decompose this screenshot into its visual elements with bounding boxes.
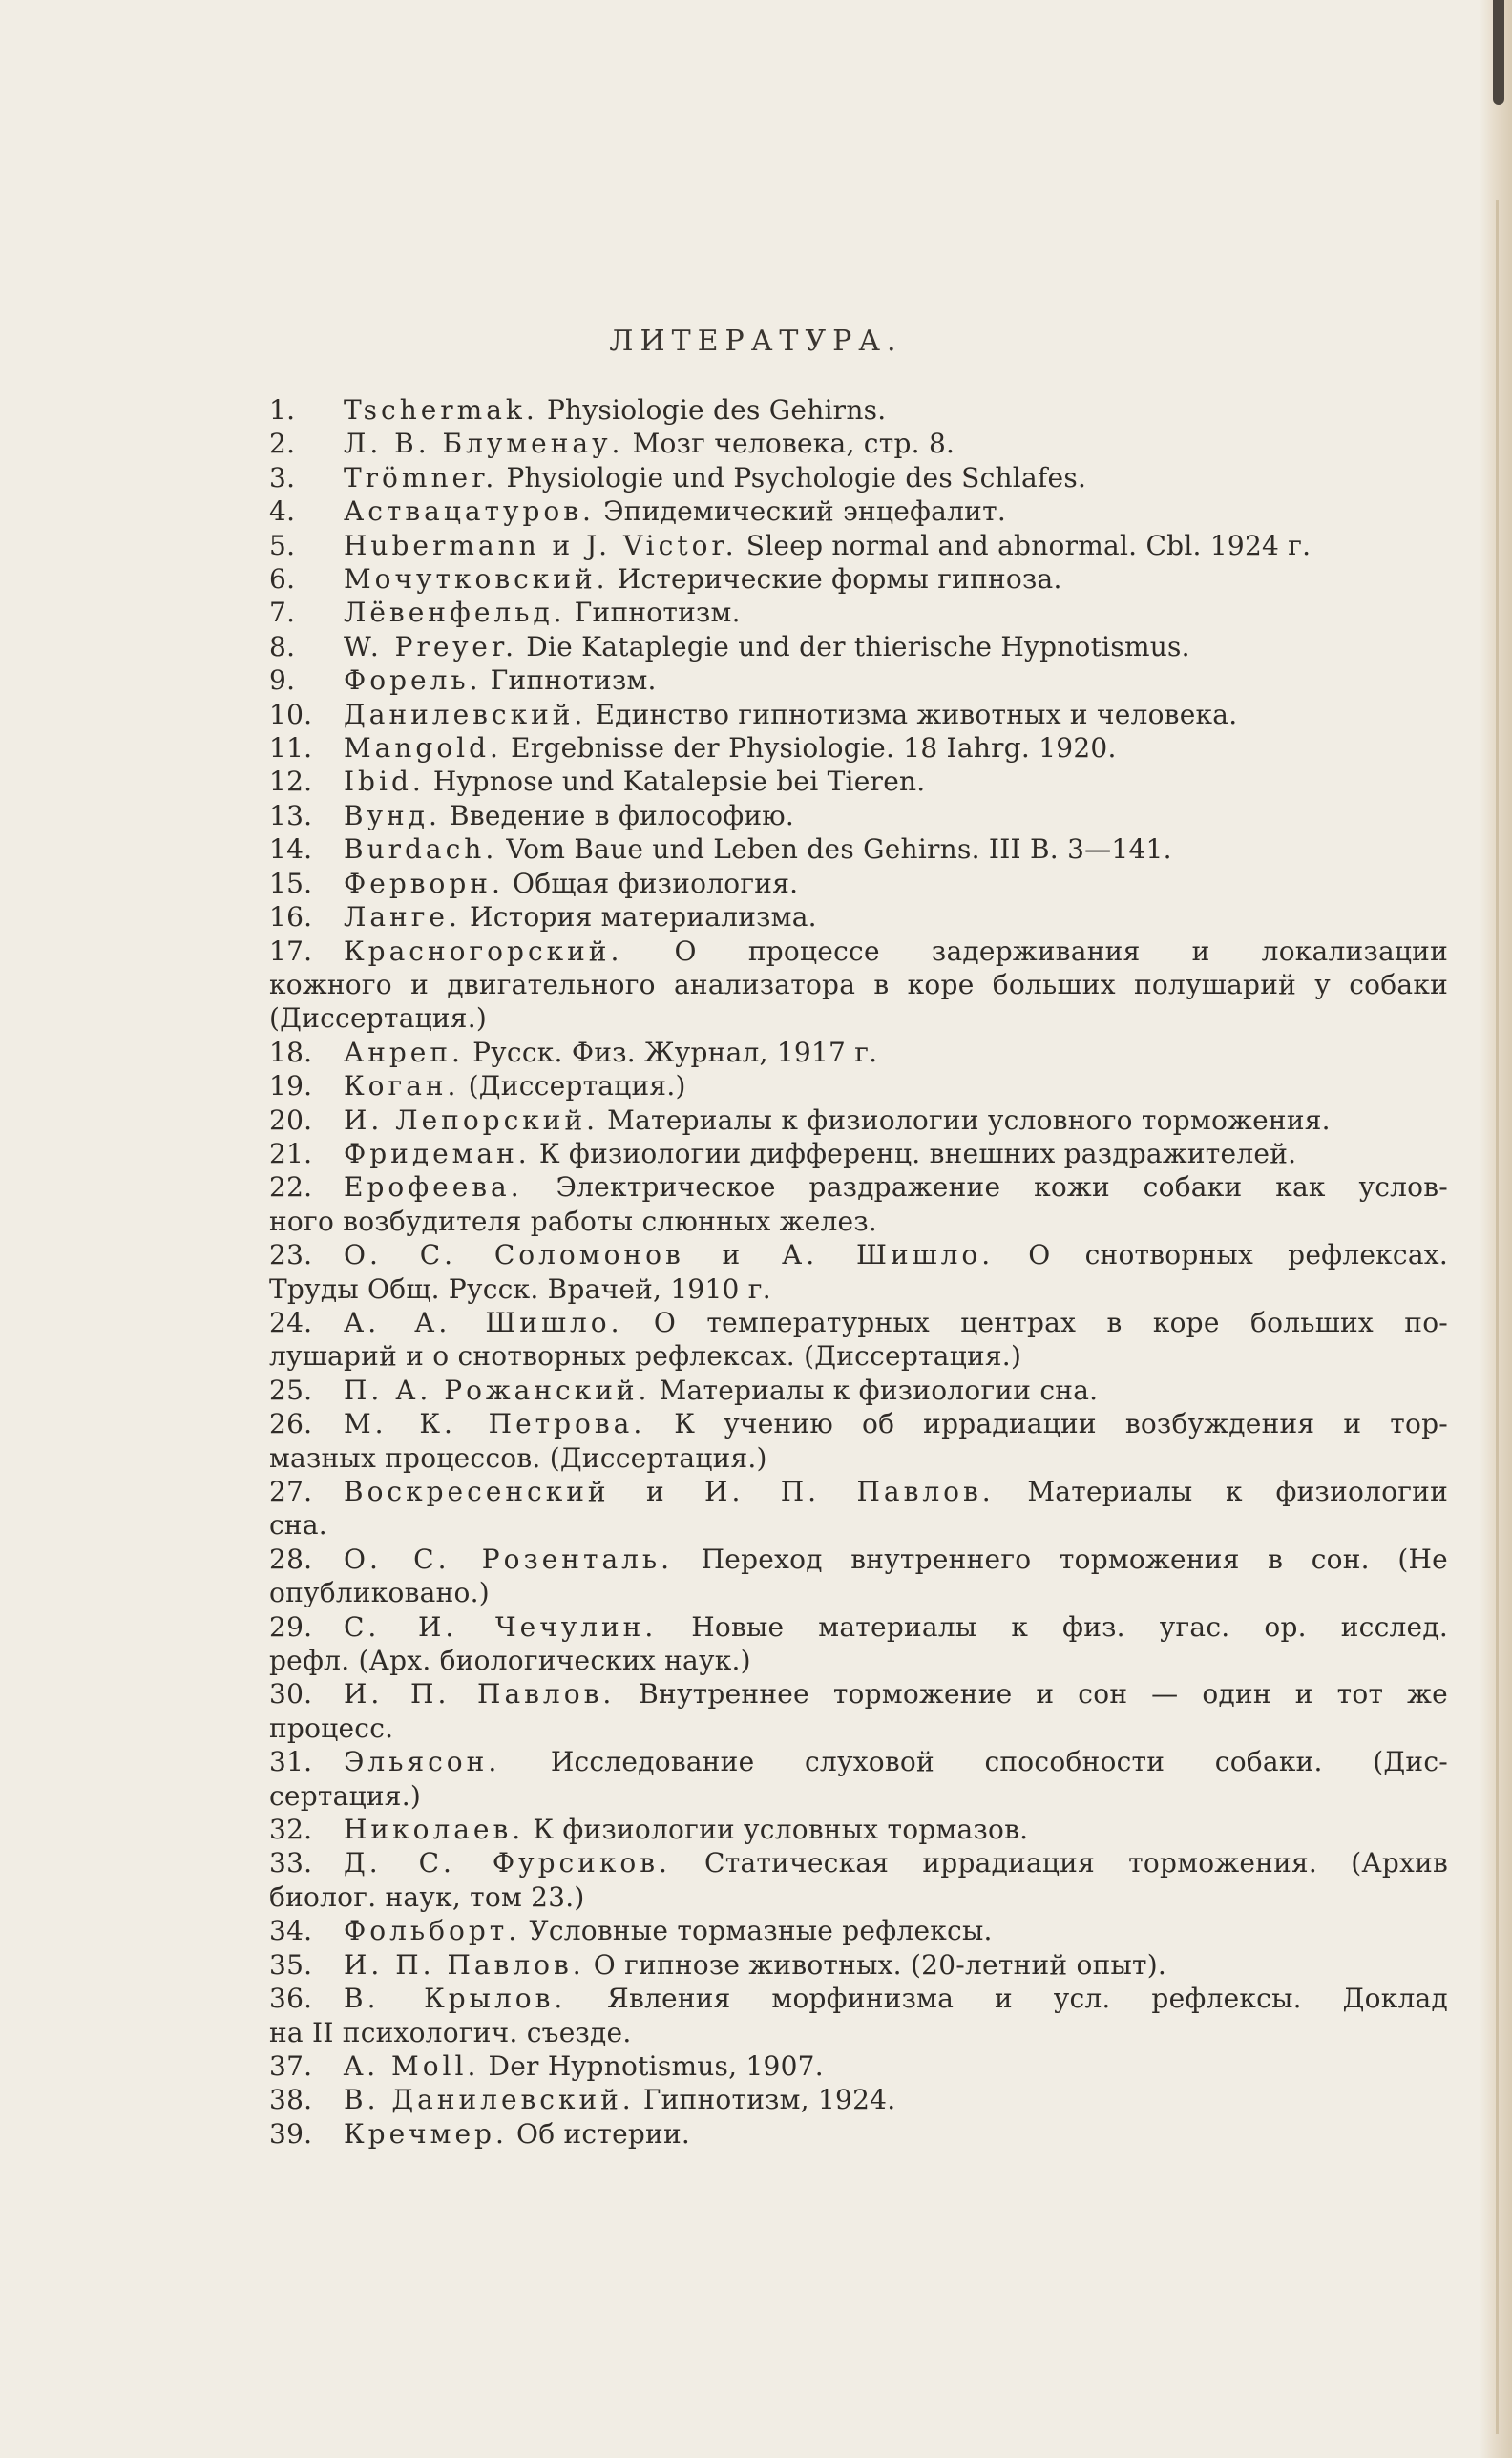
reference-author: О. С. Соломонов и А. Шишло. — [344, 1239, 995, 1271]
reference-number: 16. — [269, 901, 313, 934]
reference-text: на II психологич. съезде. — [269, 2016, 632, 2048]
reference-line — [269, 2117, 1448, 2151]
reference-item — [269, 1914, 1448, 1947]
reference-item — [269, 1846, 1448, 1914]
reference-author: Вунд. — [344, 799, 441, 831]
reference-author: П. А. Рожанский. — [344, 1374, 651, 1406]
reference-author: Tschermak. — [344, 394, 538, 426]
reference-text: К физиологии дифференц. внешних раздражителей. — [538, 1137, 1297, 1169]
reference-line — [269, 1677, 1448, 1711]
reference-item — [269, 1543, 1448, 1610]
reference-line — [269, 1745, 1448, 1778]
reference-number: 9. — [269, 664, 296, 697]
reference-item — [269, 2083, 1448, 2116]
reference-number: 5. — [269, 529, 296, 561]
reference-line — [269, 1137, 1448, 1170]
reference-text: К физиологии условных тормазов. — [533, 1814, 1029, 1846]
reference-text: ного возбудителя работы слюнных желез. — [269, 1205, 877, 1237]
reference-author: О. С. Розенталь. — [344, 1543, 674, 1575]
reference-line — [269, 1813, 1448, 1846]
reference-item — [269, 1069, 1448, 1103]
reference-item — [269, 1137, 1448, 1170]
reference-text: сна. — [269, 1509, 327, 1542]
reference-line — [269, 1069, 1448, 1103]
reference-author: Форель. — [344, 664, 482, 697]
reference-line — [269, 393, 1448, 427]
reference-item — [269, 2049, 1448, 2083]
reference-author: Hubermann и J. Victor. — [344, 529, 738, 561]
reference-number: 30. — [269, 1678, 313, 1711]
reference-line — [269, 461, 1448, 494]
reference-item — [269, 1813, 1448, 1846]
reference-item — [269, 427, 1448, 460]
reference-item — [269, 663, 1448, 697]
reference-text: Условные тормазные рефлексы. — [529, 1915, 993, 1947]
reference-number: 27. — [269, 1476, 313, 1507]
reference-item — [269, 393, 1448, 427]
reference-number: 33. — [269, 1847, 313, 1880]
reference-line — [269, 867, 1448, 900]
reference-text: О снотворных рефлексах. — [1028, 1239, 1448, 1271]
reference-item — [269, 596, 1448, 629]
reference-text: Исследование слуховой способности собаки. (Дис- — [550, 1746, 1448, 1778]
reference-author: Коган. — [344, 1070, 460, 1103]
reference-author: И. П. Павлов. — [344, 1678, 616, 1711]
reference-text: Введение в философию. — [450, 799, 795, 831]
reference-text: Об истерии. — [516, 2117, 691, 2150]
reference-item — [269, 731, 1448, 765]
reference-author: И. Лепорский. — [344, 1103, 599, 1136]
reference-line — [269, 1644, 1448, 1677]
reference-author: Анреп. — [344, 1036, 464, 1068]
reference-author: Ibid. — [344, 766, 425, 798]
reference-line — [269, 1846, 1448, 1880]
reference-line — [269, 731, 1448, 765]
reference-number: 18. — [269, 1036, 313, 1068]
reference-text: О процессе задерживания и локализации — [674, 935, 1448, 967]
reference-number: 14. — [269, 833, 313, 866]
reference-number: 4. — [269, 495, 296, 528]
reference-number: 28. — [269, 1543, 313, 1575]
reference-author: В. Данилевский. — [344, 2084, 635, 2116]
reference-number: 11. — [269, 732, 313, 765]
reference-line — [269, 1880, 1448, 1914]
reference-text: История материализма. — [470, 901, 817, 934]
reference-line — [269, 427, 1448, 460]
reference-author: A. Moll. — [344, 2049, 480, 2082]
reference-text: Мозг человека, стр. 8. — [632, 428, 956, 460]
reference-line — [269, 1441, 1448, 1475]
reference-number: 21. — [269, 1137, 313, 1169]
reference-line — [269, 1475, 1448, 1508]
reference-text: Электрическое раздражение кожи собаки как услов- — [556, 1171, 1448, 1204]
page-title: ЛИТЕРАТУРА. — [609, 325, 903, 358]
reference-text: опубликовано.) — [269, 1577, 490, 1609]
reference-text: Physiologie des Gehirns. — [546, 394, 887, 426]
reference-line — [269, 1036, 1448, 1069]
reference-author: Красногорский. — [344, 935, 623, 967]
reference-text: (Диссертация.) — [269, 1002, 488, 1035]
reference-text: Общая физиология. — [513, 867, 799, 899]
reference-line — [269, 832, 1448, 866]
reference-author: Ферворн. — [344, 867, 504, 899]
reference-item — [269, 1610, 1448, 1678]
reference-line — [269, 1982, 1448, 2015]
reference-line — [269, 1339, 1448, 1373]
reference-number: 20. — [269, 1103, 313, 1136]
reference-author: Данилевский. — [344, 698, 587, 730]
reference-author: Д. С. Фурсиков. — [344, 1847, 671, 1880]
reference-item — [269, 1745, 1448, 1813]
reference-number: 37. — [269, 2049, 313, 2082]
reference-text: Vom Baue und Leben des Gehirns. III B. 3—141. — [506, 833, 1172, 866]
corner-mark — [1493, 0, 1504, 105]
reference-item — [269, 765, 1448, 798]
reference-line — [269, 1508, 1448, 1542]
reference-author: Burdach. — [344, 833, 498, 866]
reference-text: К учению об иррадиации возбуждения и тор- — [674, 1408, 1448, 1440]
reference-number: 29. — [269, 1610, 313, 1643]
reference-line — [269, 1948, 1448, 1982]
reference-number: 31. — [269, 1746, 313, 1778]
reference-text: Гипнотизм. — [490, 664, 657, 697]
reference-item — [269, 1677, 1448, 1745]
reference-number: 12. — [269, 766, 313, 798]
reference-author: Лёвенфельд. — [344, 597, 566, 629]
page-edge-line — [1496, 200, 1499, 2434]
reference-author: Кречмер. — [344, 2117, 508, 2150]
reference-line — [269, 968, 1448, 1001]
reference-line — [269, 1914, 1448, 1947]
reference-author: Воскресенский и И. П. Павлов. — [344, 1476, 995, 1507]
reference-author: В. Крылов. — [344, 1983, 567, 2015]
reference-text: О гипнозе животных. (20-летний опыт). — [593, 1948, 1167, 1981]
reference-line — [269, 900, 1448, 934]
reference-item — [269, 1170, 1448, 1238]
reference-text: О температурных центрах в коре больших по- — [653, 1306, 1449, 1338]
reference-text: Новые материалы к физ. угас. ор. исслед. — [691, 1610, 1449, 1643]
reference-line — [269, 1543, 1448, 1576]
reference-item — [269, 799, 1448, 832]
reference-number: 8. — [269, 630, 296, 662]
reference-line — [269, 1779, 1448, 1813]
reference-author: А. А. Шишло. — [344, 1306, 623, 1338]
reference-number: 35. — [269, 1948, 313, 1981]
reference-text: Русск. Физ. Журнал, 1917 г. — [472, 1036, 878, 1068]
reference-line — [269, 1610, 1448, 1644]
reference-line — [269, 935, 1448, 968]
reference-line — [269, 1103, 1448, 1137]
reference-line — [269, 1170, 1448, 1204]
reference-number: 23. — [269, 1239, 313, 1271]
reference-item — [269, 1374, 1448, 1407]
reference-author: Фольборт. — [344, 1915, 521, 1947]
reference-item — [269, 1948, 1448, 1982]
reference-text: Physiologie und Psychologie des Schlafes. — [506, 461, 1087, 494]
reference-line — [269, 1205, 1448, 1238]
reference-text: Der Hypnotismus, 1907. — [488, 2049, 824, 2082]
reference-number: 32. — [269, 1814, 313, 1846]
reference-line — [269, 1306, 1448, 1339]
reference-number: 3. — [269, 461, 296, 494]
reference-line — [269, 2016, 1448, 2049]
reference-line — [269, 494, 1448, 528]
reference-line — [269, 2083, 1448, 2116]
reference-number: 7. — [269, 597, 296, 629]
reference-author: Trömner. — [344, 461, 498, 494]
reference-line — [269, 1407, 1448, 1440]
reference-number: 15. — [269, 867, 313, 899]
reference-author: Ерофеева. — [344, 1171, 523, 1204]
reference-item — [269, 2117, 1448, 2151]
reference-text: Материалы к физиологии сна. — [659, 1374, 1099, 1406]
reference-line — [269, 630, 1448, 663]
reference-text: Sleep normal and abnormal. Cbl. 1924 г. — [746, 529, 1312, 561]
reference-text: Явления морфинизма и усл. рефлексы. Доклад — [607, 1983, 1448, 2015]
reference-number: 25. — [269, 1374, 313, 1406]
reference-line — [269, 1272, 1448, 1306]
reference-item — [269, 1982, 1448, 2049]
reference-text: кожного и двигательного анализатора в коре больших полушарий у собаки — [269, 968, 1448, 1000]
reference-author: Николаев. — [344, 1814, 525, 1846]
reference-text: Переход внутреннего торможения в сон. (Не — [701, 1543, 1448, 1575]
reference-author: Mangold. — [344, 732, 502, 765]
reference-number: 24. — [269, 1306, 313, 1338]
reference-item — [269, 461, 1448, 494]
reference-number: 1. — [269, 394, 296, 426]
reference-author: С. И. Чечулин. — [344, 1610, 658, 1643]
reference-number: 17. — [269, 935, 313, 967]
reference-text: Статическая иррадиация торможения. (Архив — [704, 1847, 1448, 1880]
reference-text: процесс. — [269, 1712, 394, 1744]
reference-line — [269, 1001, 1448, 1035]
reference-item — [269, 494, 1448, 528]
reference-number: 38. — [269, 2084, 313, 2116]
reference-item — [269, 698, 1448, 731]
reference-item — [269, 562, 1448, 596]
reference-text: рефл. (Арх. биологических наук.) — [269, 1645, 751, 1677]
reference-author: Фридеман. — [344, 1137, 531, 1169]
reference-number: 39. — [269, 2117, 313, 2150]
reference-line — [269, 698, 1448, 731]
reference-line — [269, 562, 1448, 596]
reference-text: мазных процессов. (Диссертация.) — [269, 1441, 767, 1474]
reference-line — [269, 2049, 1448, 2083]
reference-item — [269, 1407, 1448, 1475]
reference-text: Единство гипнотизма животных и человека. — [595, 698, 1238, 730]
reference-text: Труды Общ. Русск. Врачей, 1910 г. — [269, 1272, 771, 1305]
reference-text: сертация.) — [269, 1779, 422, 1812]
reference-number: 10. — [269, 698, 313, 730]
reference-number: 22. — [269, 1171, 313, 1204]
reference-author: И. П. Павлов. — [344, 1948, 585, 1981]
reference-item — [269, 935, 1448, 1036]
reference-line — [269, 596, 1448, 629]
reference-item — [269, 1036, 1448, 1069]
reference-text: Истерические формы гипноза. — [617, 563, 1062, 596]
reference-number: 2. — [269, 428, 296, 460]
reference-item — [269, 1238, 1448, 1306]
reference-author: Аствацатуров. — [344, 495, 595, 528]
reference-author: Ланге. — [344, 901, 461, 934]
reference-line — [269, 1576, 1448, 1609]
reference-line — [269, 529, 1448, 562]
reference-text: Внутреннее торможение и сон — один и тот же — [639, 1678, 1449, 1711]
reference-text: Эпидемический энцефалит. — [603, 495, 1006, 528]
reference-number: 36. — [269, 1983, 313, 2015]
reference-number: 26. — [269, 1408, 313, 1440]
reference-line — [269, 1374, 1448, 1407]
reference-line — [269, 1238, 1448, 1271]
reference-author: W. Preyer. — [344, 630, 518, 662]
reference-author: Л. В. Блуменау. — [344, 428, 624, 460]
reference-item — [269, 867, 1448, 900]
reference-author: М. К. Петрова. — [344, 1408, 646, 1440]
reference-text: биолог. наук, том 23.) — [269, 1880, 585, 1913]
reference-item — [269, 1103, 1448, 1137]
reference-text: Hypnose und Katalepsie bei Tieren. — [432, 766, 926, 798]
reference-text: Die Kataplegie und der thierische Hypnotismus. — [526, 630, 1190, 662]
reference-item — [269, 1475, 1448, 1543]
reference-author: Эльясон. — [344, 1746, 501, 1778]
reference-number: 6. — [269, 563, 296, 596]
reference-number: 13. — [269, 799, 313, 831]
reference-item — [269, 529, 1448, 562]
reference-text: (Диссертация.) — [468, 1070, 686, 1103]
reference-text: Гипнотизм. — [574, 597, 741, 629]
reference-text: Гипнотизм, 1924. — [642, 2084, 896, 2116]
reference-line — [269, 663, 1448, 697]
reference-list — [269, 393, 1448, 2151]
reference-number: 19. — [269, 1070, 313, 1103]
reference-text: Материалы к физиологии — [1027, 1476, 1448, 1507]
reference-number: 34. — [269, 1915, 313, 1947]
reference-line — [269, 799, 1448, 832]
reference-line — [269, 1712, 1448, 1745]
reference-item — [269, 900, 1448, 934]
reference-item — [269, 832, 1448, 866]
reference-author: Мочутковский. — [344, 563, 609, 596]
reference-text: Ergebnisse der Physiologie. 18 Iahrg. 1920. — [511, 732, 1117, 765]
reference-text: лушарий и о снотворных рефлексах. (Диссертация.) — [269, 1340, 1022, 1373]
reference-item — [269, 630, 1448, 663]
reference-line — [269, 765, 1448, 798]
reference-item — [269, 1306, 1448, 1374]
reference-text: Материалы к физиологии условного торможения. — [607, 1103, 1331, 1136]
